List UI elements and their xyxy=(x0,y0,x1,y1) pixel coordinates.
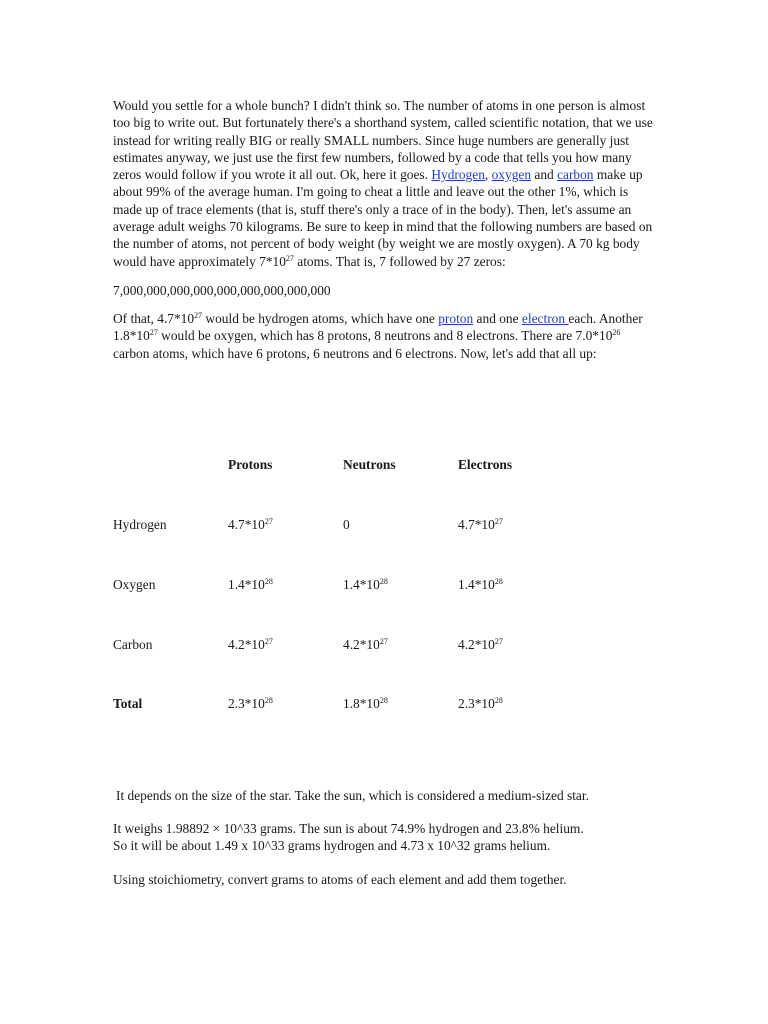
oxygen-link[interactable]: oxygen xyxy=(491,167,532,183)
sun-weight-line-1: It weighs 1.98892 × 10^33 grams. The sun is about 74.9% hydrogen and 23.8% helium. xyxy=(113,821,584,836)
composition-text-a: Of that, 4.7*10 xyxy=(113,310,195,326)
composition-paragraph xyxy=(113,310,653,362)
value-base: 2.3*10 xyxy=(228,696,265,711)
value-exponent: 27 xyxy=(379,637,388,646)
composition-text-f: carbon atoms, which have 6 protons, 6 neutrons and 6 electrons. Now, let's add that all up: xyxy=(113,345,597,361)
value-base: 1.4*10 xyxy=(343,577,380,592)
value-exponent: 27 xyxy=(494,637,503,646)
intro-text-1: Would you settle for a whole bunch? I didn't think so. The number of atoms in one person is almost too big to write out. But fortunately there's a shorthand system, called scientific notation, that we use instead for writing really BIG or really SMALL numbers. Since huge numbers are generally just estimates anyway, we just use the first few numbers, followed by a code that tells you how many zeros would follow if you wrote it all out. Ok, here it goes. xyxy=(113,98,653,183)
document-body xyxy=(113,97,653,887)
cell-electrons xyxy=(458,637,503,653)
sun-weight-paragraph xyxy=(113,820,673,854)
value-base: 1.4*10 xyxy=(228,577,265,592)
composition-exp-e: 26 xyxy=(612,328,621,338)
header-electrons: Electrons xyxy=(458,457,513,472)
composition-text-e: would be oxygen, which has 8 protons, 8 neutrons and 8 electrons. There are 7.0*10 xyxy=(157,328,613,344)
value-exponent: 28 xyxy=(264,577,273,586)
cell-neutrons xyxy=(343,637,388,653)
composition-text-b: would be hydrogen atoms, which have one xyxy=(202,310,439,326)
row-label-total: Total xyxy=(113,696,143,711)
intro-paragraph xyxy=(113,97,653,270)
intro-sep-1: , xyxy=(484,167,492,183)
cell-electrons xyxy=(458,696,503,712)
electron-link[interactable]: electron xyxy=(521,310,569,326)
value-exponent: 27 xyxy=(264,517,273,526)
value-exponent: 28 xyxy=(494,696,503,705)
row-label: Oxygen xyxy=(113,577,156,592)
value-base: 4.2*10 xyxy=(458,637,495,652)
composition-text-c: and one xyxy=(473,310,522,326)
cell-protons xyxy=(228,577,273,593)
hydrogen-link[interactable]: Hydrogen xyxy=(431,167,485,183)
composition-exp-d: 27 xyxy=(149,328,158,338)
cell-protons xyxy=(228,696,273,712)
value-exponent: 28 xyxy=(379,577,388,586)
value-exponent: 27 xyxy=(264,637,273,646)
cell-electrons xyxy=(458,577,503,593)
value-base: 1.4*10 xyxy=(458,577,495,592)
stoichiometry-paragraph: Using stoichiometry, convert grams to atoms of each element and add them together. xyxy=(113,872,567,887)
cell-neutrons xyxy=(343,517,350,533)
star-size-paragraph: It depends on the size of the star. Take the sun, which is considered a medium-sized star. xyxy=(116,788,589,803)
sun-weight-line-2: So it will be about 1.49 x 10^33 grams hydrogen and 4.73 x 10^32 grams helium. xyxy=(113,838,551,853)
value-exponent: 28 xyxy=(379,696,388,705)
value-base: 2.3*10 xyxy=(458,696,495,711)
table-row xyxy=(113,637,653,655)
value-base: 1.8*10 xyxy=(343,696,380,711)
cell-neutrons xyxy=(343,577,388,593)
table-header-row xyxy=(113,457,653,475)
proton-link[interactable]: proton xyxy=(438,310,474,326)
cell-protons xyxy=(228,517,273,533)
carbon-link[interactable]: carbon xyxy=(557,167,594,183)
value-exponent: 28 xyxy=(494,577,503,586)
table-row xyxy=(113,517,653,535)
intro-text-2: make up about 99% of the average human. I'm going to cheat a little and leave out the other 1%, which is made up of trace elements (that is, stuff there's only a trace of in the body). Then, let's assume an average adult weighs 70 kilograms. Be sure to keep in mind that the following numbers are based on the number of atoms, not percent of body weight (by weight we are mostly oxygen). A 70 kg body would have approximately 7*10 xyxy=(113,167,653,269)
cell-electrons xyxy=(458,517,503,533)
value-base: 4.7*10 xyxy=(228,517,265,532)
table-row xyxy=(113,577,653,595)
value-base: 4.7*10 xyxy=(458,517,495,532)
intro-sep-2: and xyxy=(531,167,558,183)
zeros-line: 7,000,000,000,000,000,000,000,000,000 xyxy=(113,282,331,298)
star-answer-section xyxy=(113,787,673,888)
intro-exponent: 27 xyxy=(285,253,294,263)
row-label: Carbon xyxy=(113,637,153,652)
value-base: 4.2*10 xyxy=(228,637,265,652)
composition-text-d: each. Another 1.8*10 xyxy=(113,310,643,344)
composition-exp-a: 27 xyxy=(194,310,203,320)
value-base: 4.2*10 xyxy=(343,637,380,652)
value-base: 0 xyxy=(343,517,350,532)
row-label: Hydrogen xyxy=(113,517,167,532)
cell-neutrons xyxy=(343,696,388,712)
value-exponent: 27 xyxy=(494,517,503,526)
header-neutrons: Neutrons xyxy=(343,457,396,472)
table-total-row xyxy=(113,696,653,714)
cell-protons xyxy=(228,637,273,653)
header-protons: Protons xyxy=(228,457,273,472)
value-exponent: 28 xyxy=(264,696,273,705)
intro-text-3: atoms. That is, 7 followed by 27 zeros: xyxy=(293,253,506,269)
